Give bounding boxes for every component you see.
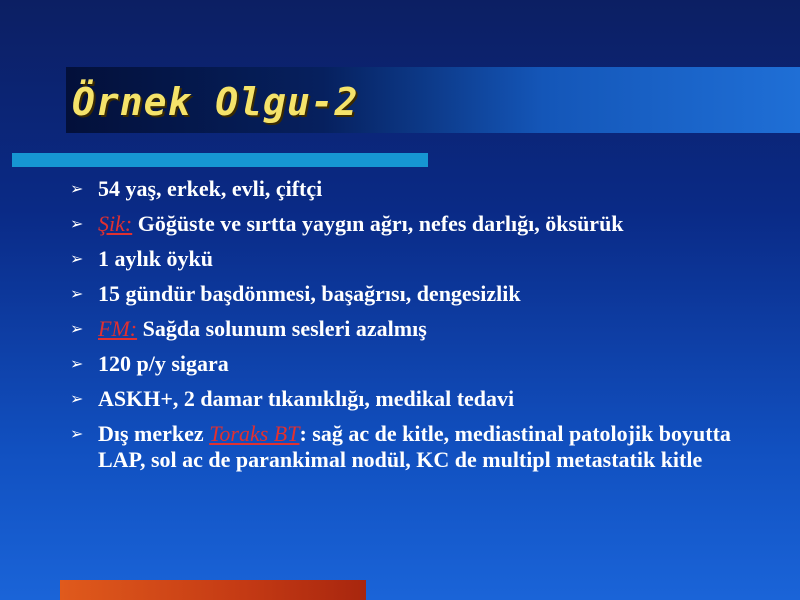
bullet-text: 120 p/y sigara: [98, 351, 229, 376]
title-underline: [12, 153, 428, 167]
bullet-prefix: Dış merkez: [98, 421, 210, 446]
bullet-text: 54 yaş, erkek, evli, çiftçi: [98, 176, 323, 201]
bullet-text: 15 gündür başdönmesi, başağrısı, dengesizlik: [98, 281, 521, 306]
slide-title: Örnek Olgu-2: [72, 80, 359, 124]
arrow-bullet-icon: ➢: [70, 354, 84, 373]
arrow-bullet-icon: ➢: [70, 319, 84, 338]
bullet-text: Göğüste ve sırtta yaygın ağrı, nefes darlığı, öksürük: [132, 211, 624, 236]
arrow-bullet-icon: ➢: [70, 389, 84, 408]
bullet-item: [70, 211, 760, 237]
bullet-item: [70, 386, 760, 412]
bullet-item: [70, 281, 760, 307]
bullet-text: 1 aylık öykü: [98, 246, 213, 271]
bullet-text: ASKH+, 2 damar tıkanıklığı, medikal tedavi: [98, 386, 515, 411]
bullet-item: [70, 176, 760, 202]
bullet-item: [70, 421, 760, 473]
bullet-text: Sağda solunum sesleri azalmış: [137, 316, 427, 341]
arrow-bullet-icon: ➢: [70, 249, 84, 268]
bullet-label: Toraks BT: [209, 421, 300, 446]
arrow-bullet-icon: ➢: [70, 284, 84, 303]
bullet-item: [70, 246, 760, 272]
bullet-list: [70, 176, 760, 482]
bullet-label: FM:: [98, 316, 138, 341]
bullet-text: : sağ ac de kitle, mediastinal patolojik boyutta LAP, sol ac de parankimal nodül, KC de multipl metastatik kitle: [98, 421, 731, 472]
arrow-bullet-icon: ➢: [70, 179, 84, 198]
bottom-accent-bar: [60, 580, 366, 600]
bullet-label: Şik:: [98, 211, 133, 236]
bullet-item: [70, 316, 760, 342]
arrow-bullet-icon: ➢: [70, 424, 84, 443]
arrow-bullet-icon: ➢: [70, 214, 84, 233]
bullet-item: [70, 351, 760, 377]
